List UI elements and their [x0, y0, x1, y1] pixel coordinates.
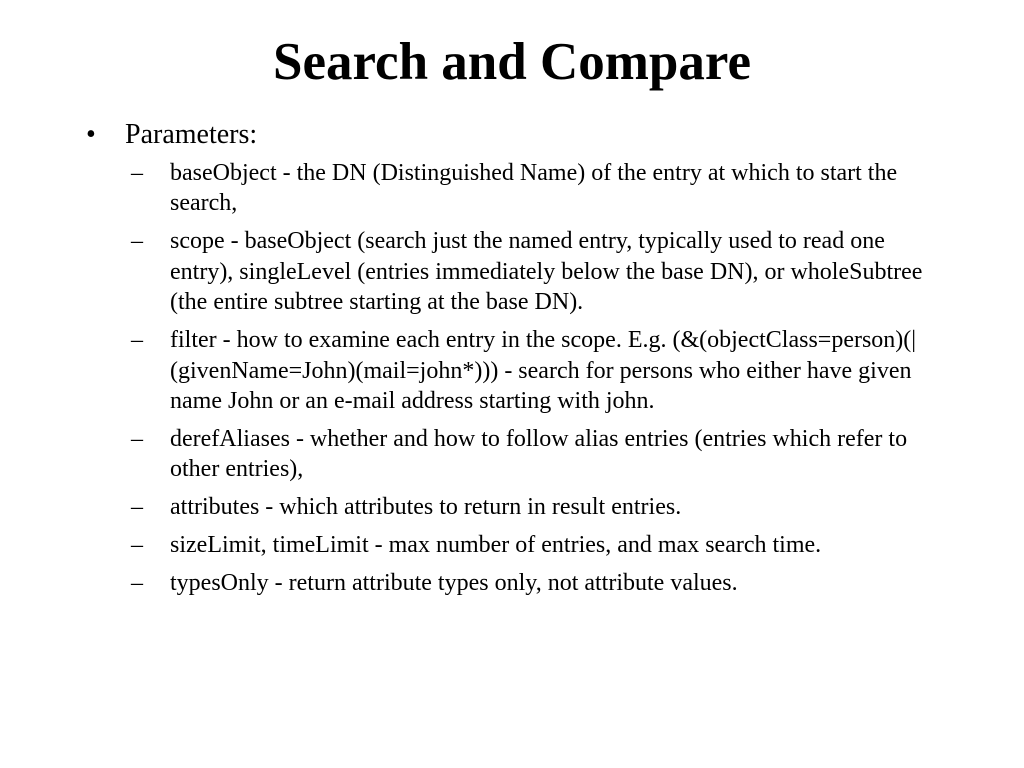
- sub-item-text: baseObject - the DN (Distinguished Name) of the entry at which to start the search,: [170, 160, 898, 217]
- main-bullet-list: [86, 116, 946, 606]
- dash-icon: –: [131, 532, 143, 559]
- dash-icon: –: [131, 228, 143, 255]
- dash-icon: –: [131, 426, 143, 453]
- sub-item-derefaliases: [131, 424, 946, 485]
- slide-title: Search and Compare: [272, 33, 751, 91]
- sub-item-typesonly: [131, 568, 946, 598]
- main-bullet-item: [86, 116, 946, 599]
- sub-item-text: filter - how to examine each entry in the scope. E.g. (&(objectClass=person)(|(givenName=John)(mail=john*))) - search for persons who either have given name John or an e-mail address starting with john.: [170, 327, 917, 415]
- sub-item-scope: [131, 226, 946, 317]
- bullet-icon: •: [86, 119, 96, 150]
- dash-icon: –: [131, 494, 143, 521]
- sub-bullet-list: [131, 158, 946, 599]
- main-bullet-text: Parameters:: [125, 119, 258, 150]
- sub-item-attributes: [131, 492, 946, 522]
- sub-item-text: typesOnly - return attribute types only, not attribute values.: [170, 570, 738, 597]
- dash-icon: –: [131, 570, 143, 597]
- sub-item-text: attributes - which attributes to return in result entries.: [170, 494, 682, 521]
- sub-item-text: scope - baseObject (search just the named entry, typically used to read one entry), singleLevel (entries immediately below the base DN), or wholeSubtree (the entire subtree starting at the base DN).: [170, 228, 923, 316]
- sub-item-text: sizeLimit, timeLimit - max number of entries, and max search time.: [170, 532, 822, 559]
- dash-icon: –: [131, 160, 143, 186]
- sub-item-text: derefAliases - whether and how to follow alias entries (entries which refer to other entries),: [170, 426, 908, 483]
- dash-icon: –: [131, 327, 143, 354]
- sub-item-filter: [131, 325, 946, 416]
- sub-item-baseobject: [131, 158, 946, 219]
- sub-item-limits: [131, 530, 946, 560]
